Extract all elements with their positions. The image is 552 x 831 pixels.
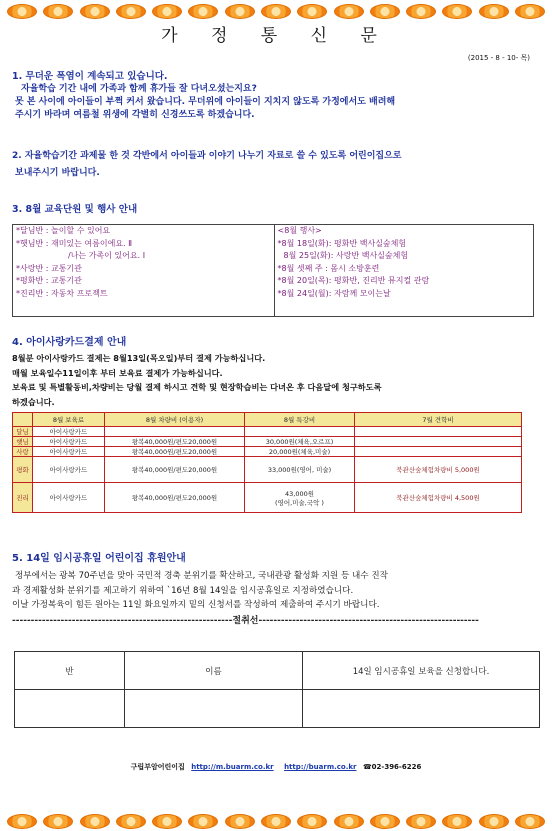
header-cell: 8월 차량비 (이용자): [105, 413, 245, 427]
name-header-cell: 이름: [125, 652, 303, 690]
orange-slice-icon: [406, 4, 436, 19]
special-line: (영어,미술,국악 ): [275, 498, 324, 507]
orange-slice-icon: [515, 4, 545, 19]
application-form: [14, 651, 544, 728]
section-4-line: 보육료 및 특별활동비,차량비는 당월 결제 하시고 견학 및 현장학습비는 다녀온 후 다음달에 청구하도록: [12, 382, 382, 392]
table-row: [13, 447, 522, 457]
class-cell: 평화: [13, 457, 33, 483]
bus-cell: 왕복40,000원/편도20,000원: [105, 483, 245, 513]
orange-slice-icon: [188, 4, 218, 19]
header-cell: 8월 특강비: [245, 413, 355, 427]
event-line: *8월 18일(화): 평화반 백사실숲체험: [277, 238, 407, 248]
class-cell: 사랑: [13, 447, 33, 457]
request-input-cell[interactable]: [303, 690, 540, 728]
event-line: *8월 24일(월): 자람께 모이는날: [277, 288, 391, 298]
page-title: 가 정 통 신 문: [161, 26, 391, 46]
events-cell: [274, 225, 533, 317]
event-line: *8월 20일(목): 평화반, 진리반 뮤지컬 관람: [277, 276, 430, 285]
table-row: [13, 427, 522, 437]
special-cell: 33,000원(영어, 미술): [245, 457, 355, 483]
orange-slice-icon: [479, 814, 509, 829]
section-5-line: 과 경제활성화 분위기를 제고하기 위하여 `16년 8월 14일을 임시공휴일로 지정하였습니다.: [12, 585, 354, 596]
special-cell: 30,000원(체육,오르프): [245, 437, 355, 447]
section-2-line: 보내주시기 바랍니다.: [15, 168, 100, 178]
header-cell: 7월 견학비: [355, 413, 522, 427]
orange-slice-icon: [225, 814, 255, 829]
class-cell: 햇님: [13, 437, 33, 447]
bus-cell: 왕복40,000원/편도20,000원: [105, 447, 245, 457]
bus-cell: 왕복40,000원/편도20,000원: [105, 437, 245, 447]
orange-slice-icon: [334, 814, 364, 829]
section-1-line: 자율학습 기간 내에 가족과 함께 휴가들 잘 다녀오셨는지요?: [21, 84, 257, 94]
cut-line: -----------------------------------------------------------절취선-----------------------------------------------------------: [12, 615, 479, 626]
event-line: *8월 셋째 주 : 몸시 소방훈련: [277, 263, 380, 273]
unit-line: *달님반 : 놀이할 수 있어요: [16, 226, 111, 235]
section-4: [12, 336, 542, 513]
section-1-heading: 1. 무더운 폭염이 계속되고 있습니다.: [12, 71, 168, 82]
name-input-cell[interactable]: [125, 690, 303, 728]
payment-table-header: [13, 413, 522, 427]
trip-cell: 북관산숲체험차량비 5,000원: [355, 457, 522, 483]
unit-line: *햇님반 : 재미있는 여름이에요. Ⅱ: [16, 238, 133, 248]
bus-cell: [105, 427, 245, 437]
orange-slice-icon: [370, 4, 400, 19]
fee-cell: 아이사랑카드: [33, 437, 105, 447]
bottom-decorative-border: [0, 812, 552, 830]
orange-slice-icon: [152, 814, 182, 829]
section-1-line: 못 본 사이에 아이들이 부쩍 커서 왔습니다. 무더위에 아이들이 지치지 않도록 가정에서도 배려해: [15, 97, 396, 107]
section-3: [12, 203, 542, 317]
special-cell: 20,000원(체육,미술): [245, 447, 355, 457]
event-line: <8월 행사>: [277, 226, 322, 235]
section-4-heading: 4. 아이사랑카드결제 안내: [12, 337, 127, 348]
orange-slice-icon: [7, 814, 37, 829]
issue-date: (2015 - 8 - 10- 목): [467, 54, 530, 62]
special-cell: [245, 483, 355, 513]
orange-slice-icon: [297, 4, 327, 19]
section-5-line: 이날 가정복육이 힘든 원아는 11일 화요일까지 밑의 신청서를 작성하여 제출하여 주시기 바랍니다.: [12, 600, 380, 610]
class-cell: 진리: [13, 483, 33, 513]
orange-slice-icon: [297, 814, 327, 829]
section-4-line: 하겠습니다.: [12, 396, 55, 407]
education-units-cell: [13, 225, 275, 317]
trip-cell: [355, 437, 522, 447]
fee-cell: 아이사랑카드: [33, 427, 105, 437]
orange-slice-icon: [261, 814, 291, 829]
orange-slice-icon: [152, 4, 182, 19]
class-input-cell[interactable]: [15, 690, 125, 728]
unit-line: /나는 가족이 있어요. Ⅰ: [68, 251, 146, 260]
special-line: 43,000원: [284, 489, 315, 498]
section-3-heading: 3. 8월 교육단원 및 행사 안내: [12, 204, 138, 215]
section-5: [12, 552, 542, 626]
orange-slice-icon: [225, 4, 255, 19]
orange-slice-icon: [442, 814, 472, 829]
trip-cell: [355, 427, 522, 437]
trip-cell: 북관산숲체험차량비 4,500원: [355, 483, 522, 513]
unit-line: *사랑반 : 교통기관: [16, 263, 82, 273]
daycare-name: 구립부암어린이집: [130, 763, 185, 771]
section-2: [12, 150, 542, 180]
header-cell: [13, 413, 33, 427]
fee-cell: 아이사랑카드: [33, 447, 105, 457]
orange-slice-icon: [334, 4, 364, 19]
special-cell: [245, 427, 355, 437]
section-2-line: 2. 자율학습기간 과제물 한 것 각반에서 아이들과 이야기 나누기 자료로 쓸 수 있도록 어린이집으로: [12, 151, 402, 161]
event-line: 8월 25일(화): 사랑반 백사실숲체험: [283, 251, 409, 260]
table-row: [13, 437, 522, 447]
unit-line: *진리반 : 자동차 프로젝트: [16, 288, 108, 298]
website-link[interactable]: http://buarm.co.kr: [284, 763, 357, 771]
orange-slice-icon: [116, 814, 146, 829]
orange-slice-icon: [43, 814, 73, 829]
class-header-cell: 반: [15, 652, 125, 690]
bus-cell: 왕복40,000원/편도20,000원: [105, 457, 245, 483]
application-form-table: [14, 651, 540, 728]
unit-line: *평화반 : 교통기관: [16, 276, 82, 285]
mobile-site-link[interactable]: http://m.buarm.co.kr: [191, 763, 274, 771]
section-4-line: 매월 보육일수11일이후 부터 보육료 결제가 가능하십니다.: [12, 367, 223, 378]
header-cell: 8월 보육료: [33, 413, 105, 427]
orange-slice-icon: [406, 814, 436, 829]
orange-slice-icon: [80, 814, 110, 829]
orange-slice-icon: [80, 4, 110, 19]
orange-slice-icon: [116, 4, 146, 19]
section-4-line: 8월분 아이사랑카드 결제는 8월13일(목오일)부터 결제 가능하십니다.: [12, 353, 266, 363]
top-decorative-border: [0, 2, 552, 20]
table-row: [13, 457, 522, 483]
footer: [0, 762, 552, 772]
section-5-heading: 5. 14일 임시공휴일 어린이집 휴원안내: [12, 553, 186, 564]
orange-slice-icon: [370, 814, 400, 829]
section-5-line: 정부에서는 광복 70주년을 맞아 국민적 경축 분위기를 확산하고, 국내관광 활성화 지원 등 내수 진작: [15, 571, 388, 581]
orange-slice-icon: [43, 4, 73, 19]
class-cell: 달님: [13, 427, 33, 437]
section-1: [12, 70, 542, 122]
section-1-line: 주시기 바라며 여름철 위생에 각별히 신경쓰도록 하겠습니다.: [15, 110, 255, 120]
fee-cell: 아이사랑카드: [33, 483, 105, 513]
orange-slice-icon: [188, 814, 218, 829]
request-header-cell: 14일 임시공휴일 보육을 신청합니다.: [303, 652, 540, 690]
table-row: [13, 483, 522, 513]
orange-slice-icon: [7, 4, 37, 19]
fee-cell: 아이사랑카드: [33, 457, 105, 483]
payment-table: [12, 412, 522, 513]
orange-slice-icon: [515, 814, 545, 829]
orange-slice-icon: [261, 4, 291, 19]
phone-number: ☎02-396-6226: [362, 763, 422, 771]
education-events-table: [12, 224, 534, 317]
trip-cell: [355, 447, 522, 457]
orange-slice-icon: [479, 4, 509, 19]
orange-slice-icon: [442, 4, 472, 19]
